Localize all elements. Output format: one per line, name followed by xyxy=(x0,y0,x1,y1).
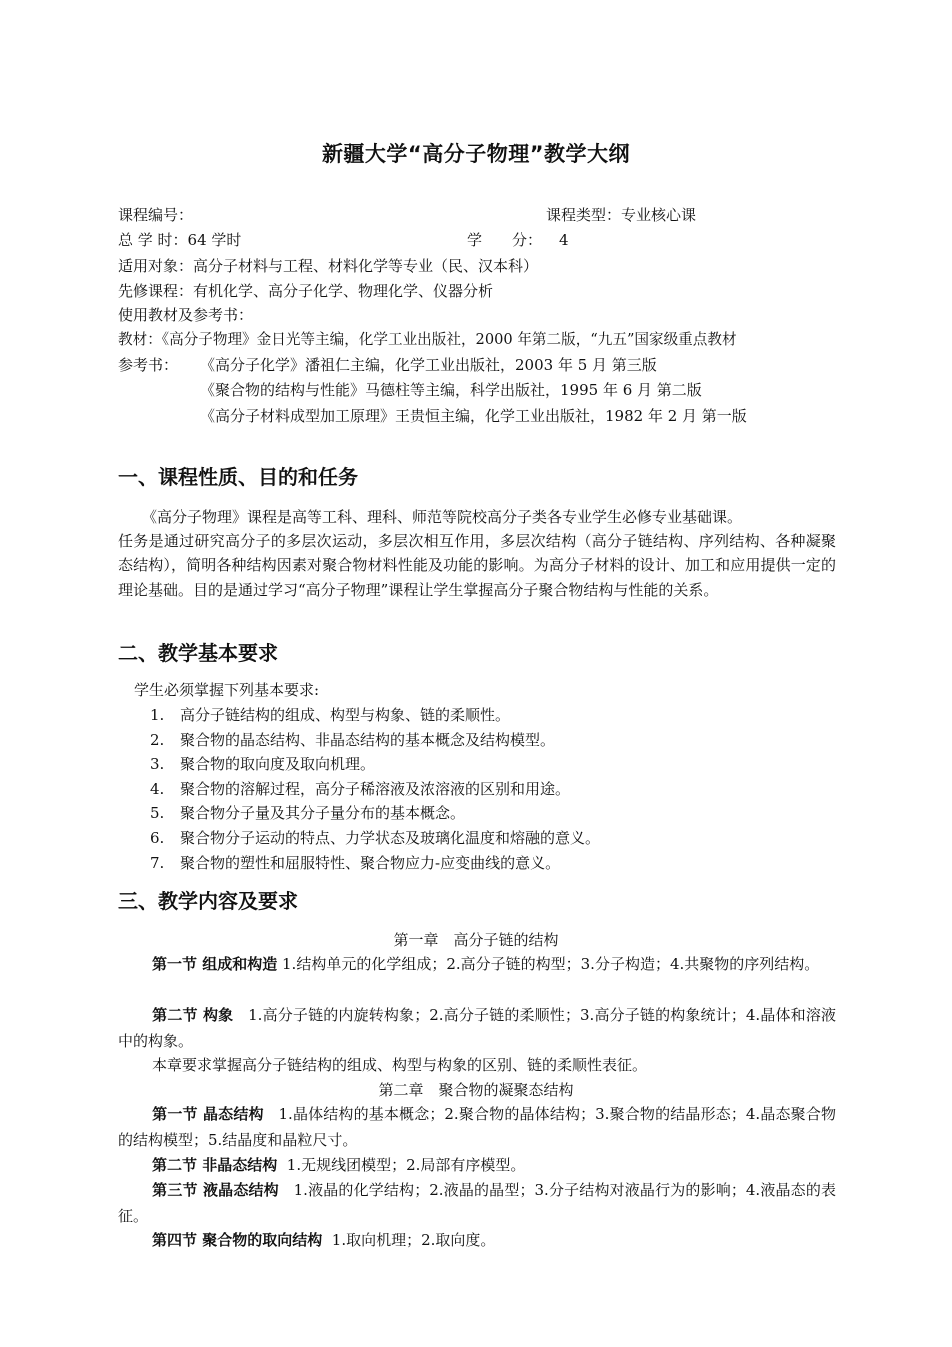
list-item-number: 5. xyxy=(150,804,165,823)
list-item xyxy=(150,754,600,779)
list-item xyxy=(150,730,600,755)
chapter-1-section-2 xyxy=(118,1003,836,1054)
section-2-heading: 二、教学基本要求 xyxy=(118,641,278,665)
list-item-number: 1. xyxy=(150,706,165,724)
section-title: 第三节 液晶态结构 xyxy=(152,1181,279,1199)
list-item-number: 3. xyxy=(150,755,165,774)
chapter-1-summary xyxy=(118,1053,836,1079)
list-item-text: 聚合物分子运动的特点、力学状态及玻璃化温度和熔融的意义。 xyxy=(180,828,601,847)
list-item xyxy=(150,705,600,730)
list-item-text: 高分子链结构的组成、构型与构象、链的柔顺性。 xyxy=(180,706,511,724)
total-hours: 总 学 时：64 学时 xyxy=(118,231,242,249)
requirements-list xyxy=(150,705,600,877)
textbook: 教材：《高分子物理》金日光等主编，化学工业出版社，2000 年第二版，“九五”国家级重点教材 xyxy=(118,331,737,348)
prerequisites: 先修课程：有机化学、高分子化学、物理化学、仪器分析 xyxy=(118,282,494,300)
requirements-intro: 学生必须掌握下列基本要求: xyxy=(134,681,320,699)
list-item xyxy=(150,803,600,828)
section-text: 1.液晶的化学结构；2.液晶的晶型；3.分子结构对液晶行为的影响；4.液晶态的表征。 xyxy=(118,1181,836,1225)
reference-book-1: 《高分子化学》潘祖仁主编，化学工业出版社，2003 年 5 月 第三版 xyxy=(200,356,657,374)
list-item-text: 聚合物的取向度及取向机理。 xyxy=(180,755,376,774)
list-item-text: 聚合物的晶态结构、非晶态结构的基本概念及结构模型。 xyxy=(180,730,556,749)
list-item-number: 6. xyxy=(150,828,165,847)
section-text: 1.无规线团模型；2.局部有序模型。 xyxy=(286,1156,526,1174)
list-item-text: 聚合物的塑性和屈服特性、聚合物应力-应变曲线的意义。 xyxy=(180,853,561,872)
chapter-2-section-2 xyxy=(118,1153,836,1179)
section-title: 第一节 组成和构造 xyxy=(152,955,278,973)
credit-value: 4 xyxy=(559,231,569,249)
section-title: 第一节 晶态结构 xyxy=(152,1105,264,1123)
list-item xyxy=(150,853,600,878)
section-title: 第二节 非晶态结构 xyxy=(152,1156,278,1174)
chapter-1-title: 第一章 高分子链的结构 xyxy=(393,931,559,949)
section-1-paragraph-2: 任务是通过研究高分子的多层次运动，多层次相互作用，多层次结构（高分子链结构、序列结构、各种凝聚态结构），简明各种结构因素对聚合物材料性能及功能的影响。为高分子材料的设计、加工和应用提供一定的理论基础。目的是通过学习“高分子物理”课程让学生掌握高分子聚合物结构与性能的关系。 xyxy=(118,532,836,599)
section-text: 1.高分子链的内旋转构象；2.高分子链的柔顺性；3.高分子链的构象统计；4.晶体和溶液中的构象。 xyxy=(118,1006,836,1050)
section-1-paragraph-1-text: 《高分子物理》课程是高等工科、理科、师范等院校高分子类各专业学生必修专业基础课。 xyxy=(142,508,743,526)
list-item xyxy=(150,828,600,853)
list-item-number: 7. xyxy=(150,853,165,872)
course-type: 课程类型：专业核心课 xyxy=(546,206,697,224)
reference-book-2: 《聚合物的结构与性能》马德柱等主编，科学出版社，1995 年 6 月 第二版 xyxy=(200,381,702,399)
reference-book-3: 《高分子材料成型加工原理》王贵恒主编，化学工业出版社，1982 年 2 月 第一版 xyxy=(200,407,747,425)
books-label: 使用教材及参考书： xyxy=(118,306,254,324)
section-1-paragraph-1 xyxy=(118,505,836,529)
list-item-text: 聚合物分子量及其分子量分布的基本概念。 xyxy=(180,804,466,823)
course-code: 课程编号： xyxy=(118,206,194,224)
chapter-2-title: 第二章 聚合物的凝聚态结构 xyxy=(378,1081,574,1099)
section-3-heading: 三、教学内容及要求 xyxy=(118,889,298,913)
chapter-1-section-1 xyxy=(118,952,836,978)
section-text: 1.取向机理；2.取向度。 xyxy=(331,1231,496,1249)
chapter-2-section-1 xyxy=(118,1102,836,1153)
section-title: 第二节 构象 xyxy=(152,1006,234,1024)
credit-label: 学 分： xyxy=(467,231,543,249)
list-item xyxy=(150,779,600,804)
list-item-number: 2. xyxy=(150,730,165,749)
section-title: 第四节 聚合物的取向结构 xyxy=(152,1231,323,1249)
summary-text: 本章要求掌握高分子链结构的组成、构型与构象的区别、链的柔顺性表征。 xyxy=(152,1056,648,1074)
section-text: 1.晶体结构的基本概念；2.聚合物的晶体结构；3.聚合物的结晶形态；4.晶态聚合物的结构模型；5.结晶度和晶粒尺寸。 xyxy=(118,1105,837,1149)
list-item-number: 4. xyxy=(150,779,165,798)
section-1-heading: 一、课程性质、目的和任务 xyxy=(118,465,358,489)
section-text: 1.结构单元的化学组成；2.高分子链的构型；3.分子构造；4.共聚物的序列结构。 xyxy=(282,955,820,973)
chapter-2-section-3 xyxy=(118,1178,836,1229)
chapter-2-section-4 xyxy=(118,1228,836,1254)
target-students: 适用对象：高分子材料与工程、材料化学等专业（民、汉本科） xyxy=(118,257,539,275)
list-item-text: 聚合物的溶解过程，高分子稀溶液及浓溶液的区别和用途。 xyxy=(180,779,571,798)
reference-label: 参考书： xyxy=(118,356,179,374)
document-title: 新疆大学“高分子物理”教学大纲 xyxy=(321,142,631,166)
